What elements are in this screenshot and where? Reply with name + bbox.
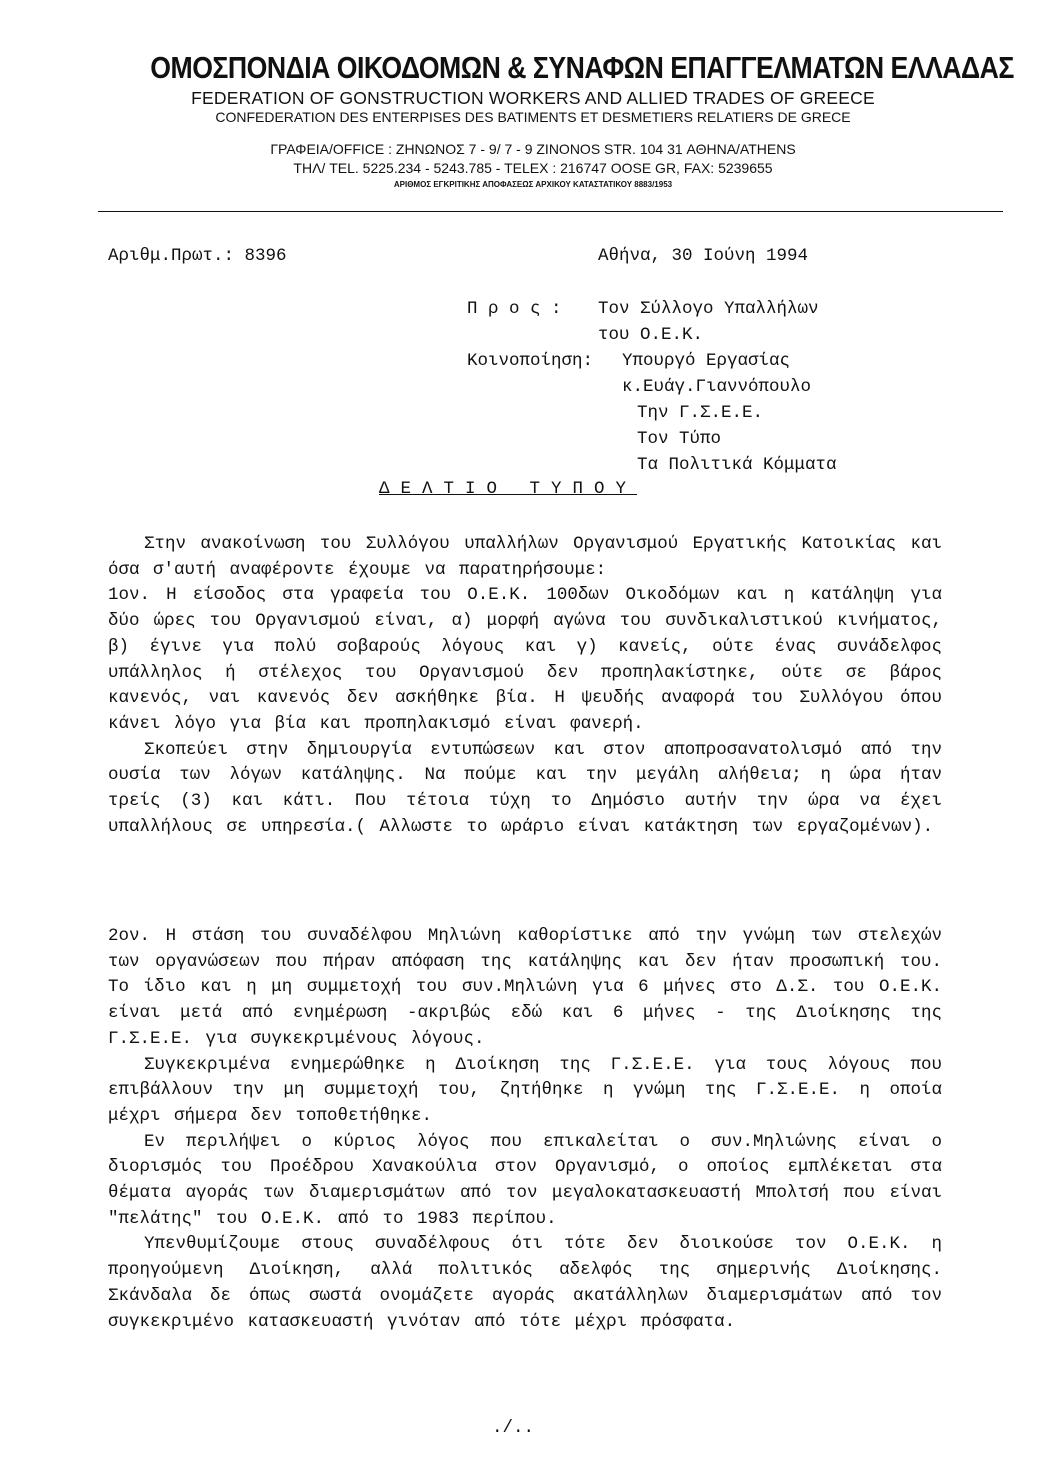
to-label: Π ρ ο ς : <box>467 299 562 319</box>
body-section-2 <box>108 924 942 1335</box>
paragraph: Συγκεκριμένα ενημερώθηκε η Διοίκηση της Γ.Σ.Ε.Ε. για τους λόγους που επιβάλλουν την μη συμμετοχή του, ζητήθηκε η γνώμη της Γ.Σ.Ε.Ε. η οποία μέχρι σήμερα δεν τοποθετήθηκε. <box>108 1054 942 1126</box>
paragraph: 2ον. Η στάση του συναδέλφου Μηλιώνη καθορίστικε από την γνώμη των στελεχών των οργανώσεων που πήραν απόφαση της κατάληψης και δεν ήταν προσωπική του. Το ίδιο και η μη συμμετοχή του συν.Μηλιώνη για 6 μήνες στο Δ.Σ. του Ο.Ε.Κ. είναι μετά από ενημέρωση -ακριβώς εδώ και 6 μήνες - της Διοίκησης της Γ.Σ.Ε.Ε. για συγκεκριμένους λόγους. <box>108 926 942 1049</box>
press-release-title: ΔΕΛΤΙΟ ΤΥΠΟΥ <box>379 479 638 499</box>
letter-date: Αθήνα, 30 Ιούνη 1994 <box>598 246 809 266</box>
paragraph: 1ον. Η είσοδος στα γραφεία του Ο.Ε.Κ. 100δων Οικοδόμων και η κατάληψη για δύο ώρες του Οργανισμού είναι, α) μορφή αγώνα του συνδικαλιστικού κινήματος, β) έγινε για πολύ σοβαρούς λόγους και γ) κανείς, ούτε ένας συνάδελφος υπάλληλος ή στέλεχος του Οργανισμού δεν προπηλακίστηκε, ούτε σε βάρος κανενός, ναι κανενός δεν ασκήθηκε βία. Η ψευδής αναφορά του Συλλόγου όπου κάνει λόγο για βία και προπηλακισμό είναι φανερή. <box>108 585 942 734</box>
letterhead <box>88 48 1014 192</box>
cc-item: Τον Τύπο <box>637 429 722 449</box>
office-address: ΓΡΑΦΕΙΑ/OFFICE : ΖΗΝΩΝΟΣ 7 - 9/ 7 - 9 ZINONOS STR. 104 31 ΑΘΗΝΑ/ATHENS <box>270 141 796 157</box>
org-name-english: FEDERATION OF GONSTRUCTION WORKERS AND ALLIED TRADES OF GREECE <box>191 88 875 108</box>
contact-numbers: ΤΗΛ/ TEL. 5225.234 - 5243.785 - TELEX : 216747 OOSE GR, FAX: 5239655 <box>293 160 773 176</box>
paragraph: Στην ανακοίνωση του Συλλόγου υπαλλήλων Οργανισμού Εργατικής Κατοικίας και όσα σ'αυτή αναφέροντε έχουμε να παρατηρήσουμε: <box>108 534 942 580</box>
paragraph: Υπενθυμίζουμε στους συναδέλφους ότι τότε δεν διοικούσε τον Ο.Ε.Κ. η προηγούμενη Διοίκηση, αλλά πολιτικός αδελφός της σημερινής Διοίκησης. Σκάνδαλα δε όπως σωστά ονομάζετε αγοράς ακατάλληλων διαμερισμάτων από τον συγκεκριμένο κατασκευαστή γινόταν από τότε μέχρι πρόσφατα. <box>108 1234 942 1332</box>
paragraph: Εν περιλήψει ο κύριος λόγος που επικαλείται ο συν.Μηλιώνης είναι ο διορισμός του Προέδρου Χανακούλια στον Οργανισμό, ο οποίος εμπλέκεται στα θέματα αγοράς των διαμερισμάτων από τον μεγαλοκατασκευαστή Μπολτσή που είναι "πελάτης" του Ο.Ε.Κ. από το 1983 περίπου. <box>108 1131 942 1229</box>
cc-label: Κοινοποίηση: <box>467 351 594 371</box>
paragraph: Σκοπεύει στην δημιουργία εντυπώσεων και στον αποπροσανατολισμό από την ουσία των λόγων κατάληψης. Να πούμε και την μεγάλη αλήθεια; η ώρα ήταν τρείς (3) και κάτι. Που τέτοια τύχη το Δημόσιο αυτήν την ώρα να έχει υπαλλήλους σε υπηρεσία.( Αλλωστε το ωράριο είναι κατάκτηση των εργαζομένων). <box>108 739 942 837</box>
continuation-mark: ./.. <box>492 1418 535 1438</box>
to-recipient-line1: Τον Σύλλογο Υπαλλήλων <box>598 299 819 319</box>
org-name-french: CONFEDERATION DES ENTERPISES DES BATIMENTS ET DESMETIERS RELATIERS DE GRECE <box>215 109 851 125</box>
header-divider <box>98 211 1003 212</box>
to-recipient-line2: του Ο.Ε.Κ. <box>598 325 704 345</box>
cc-item: Υπουργό Εργασίας <box>622 351 791 371</box>
body-section-1 <box>108 532 942 840</box>
approval-number: ΑΡΙΘΜΟΣ ΕΓΚΡΙΤΙΚΗΣ ΑΠΟΦΑΣΕΩΣ ΑΡΧΙΚΟΥ ΚΑΤΑΣΤΑΤΙΚΟΥ 8883/1953 <box>393 180 673 189</box>
org-name-greek: ΟΜΟΣΠΟΝΔΙΑ ΟΙΚΟΔΟΜΩΝ & ΣΥΝΑΦΩΝ ΕΠΑΓΓΕΛΜΑΤΩΝ ΕΛΛΑΔΑΣ <box>150 50 1014 85</box>
cc-item: Την Γ.Σ.Ε.Ε. <box>637 403 764 423</box>
cc-item: Τα Πολιτικά Κόμματα <box>637 455 837 475</box>
protocol-number: Αριθμ.Πρωτ.: 8396 <box>108 246 287 266</box>
cc-item: κ.Ευάγ.Γιαννόπουλο <box>622 377 812 397</box>
